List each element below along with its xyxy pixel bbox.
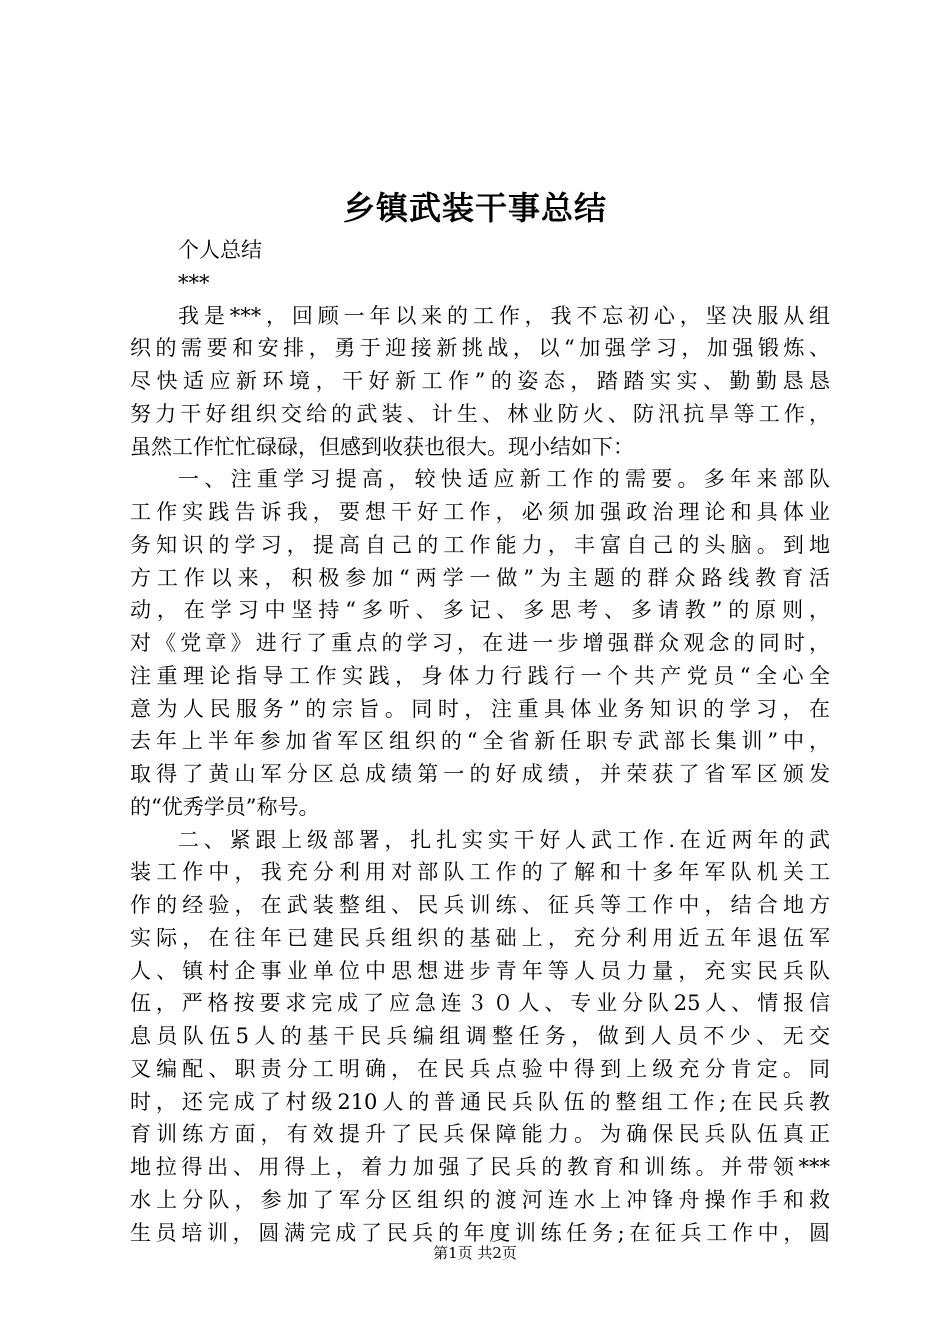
paragraph-line: 取得了黄山军分区总成绩第一的好成绩，并荣获了省军区颁发 [130,762,830,786]
paragraph-line: 努力干好组织交给的武装、计生、林业防火、防汛抗旱等工作， [130,401,830,426]
paragraph-line: 伍，严格按要求完成了应急连３０人、专业分队25人、情报信 [130,991,830,1016]
paragraph-line: 实际，在往年已建民兵组织的基础上，充分利用近五年退伍军 [130,925,830,950]
paragraph-line: 二、紧跟上级部署，扎扎实实干好人武工作.在近两年的武 [178,827,830,852]
paragraph-line: 的“优秀学员”称号。 [130,794,320,819]
paragraph-line: 育训练方面，有效提升了民兵保障能力。为确保民兵队伍真正 [130,1122,830,1147]
paragraph-line: 注重理论指导工作实践，身体力行践行一个共产党员“全心全 [130,663,830,688]
paragraph-line: 工作实践告诉我，要想干好工作，必须加强政治理论和具体业 [130,500,830,524]
paragraph-line: 地拉得出、用得上，着力加强了民兵的教育和训练。并带领*** [130,1155,830,1179]
paragraph-line: 方工作以来，积极参加“两学一做”为主题的群众路线教育活 [130,565,830,590]
paragraph-line: 一、注重学习提高，较快适应新工作的需要。多年来部队 [178,467,830,492]
paragraph-line: 虽然工作忙忙碌碌，但感到收获也很大。现小结如下： [130,434,634,459]
paragraph-line: 务知识的学习，提高自己的工作能力，丰富自己的头脑。到地 [130,532,830,557]
paragraph-line: 去年上半年参加省军区组织的“全省新任职专武部长集训”中， [130,729,830,754]
paragraph-line: 织的需要和安排，勇于迎接新挑战，以“加强学习，加强锻炼、 [130,336,830,361]
document-title: 乡镇武装干事总结 [342,189,607,227]
paragraph-line: 意为人民服务”的宗旨。同时，注重具体业务知识的学习，在 [130,696,830,721]
subtitle-line: 个人总结 [178,238,262,262]
paragraph-line: 水上分队，参加了军分区组织的渡河连水上冲锋舟操作手和救 [130,1187,830,1212]
paragraph-line: 息员队伍5人的基干民兵编组调整任务，做到人员不少、无交 [130,1024,830,1048]
paragraph-line: 对《党章》进行了重点的学习，在进一步增强群众观念的同时， [130,631,830,655]
paragraph-line: 生员培训，圆满完成了民兵的年度训练任务;在征兵工作中，圆 [130,1220,830,1245]
paragraph-line: 我是***，回顾一年以来的工作，我不忘初心，坚决服从组 [178,303,830,328]
document-body [130,234,830,1249]
page-footer: 第1页 共2页 [433,1244,517,1262]
author-line: *** [178,270,210,295]
paragraph-line: 叉编配、职责分工明确，在民兵点验中得到上级充分肯定。同 [130,1056,830,1081]
paragraph-line: 人、镇村企事业单位中思想进步青年等人员力量，充实民兵队 [130,958,830,983]
paragraph-line: 装工作中，我充分利用对部队工作的了解和十多年军队机关工 [130,860,830,885]
paragraph-line: 作的经验，在武装整组、民兵训练、征兵等工作中，结合地方 [130,893,830,917]
paragraph-line: 尽快适应新环境，干好新工作”的姿态，踏踏实实、勤勤恳恳 [130,369,830,393]
paragraph-line: 动，在学习中坚持“多听、多记、多思考、多请教”的原则， [130,598,830,623]
paragraph-line: 时，还完成了村级210人的普通民兵队伍的整组工作;在民兵教 [130,1089,830,1114]
